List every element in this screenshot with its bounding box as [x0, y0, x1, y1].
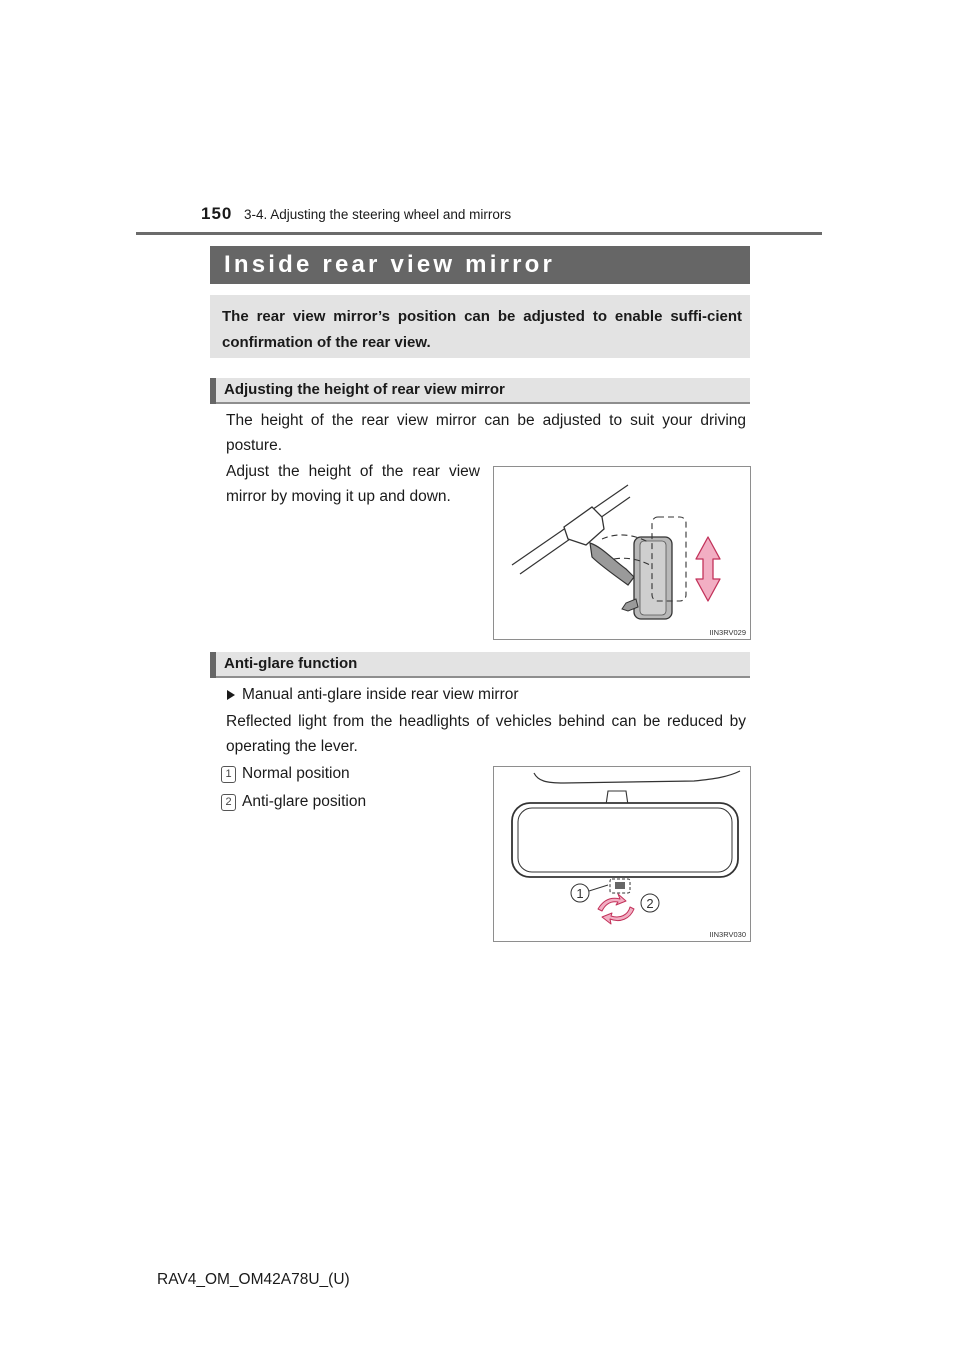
section-heading-antiglare-text: Anti-glare function — [224, 655, 358, 672]
section-heading-height — [210, 378, 750, 404]
callout-1: 1 — [576, 886, 584, 901]
intro-box — [210, 295, 750, 358]
chapter-title: 3-4. Adjusting the steering wheel and mirrors — [244, 207, 512, 222]
document-code-footer: RAV4_OM_OM42A78U_(U) — [157, 1271, 350, 1288]
height-instruction: Adjust the height of the rear view mirror by moving it up and down. — [226, 463, 480, 505]
heading-accent — [210, 652, 216, 678]
triangle-bullet-icon — [226, 688, 236, 700]
page-title: Inside rear view mirror — [224, 251, 556, 278]
header-rule — [136, 232, 822, 235]
heading-accent — [210, 378, 216, 404]
callout-2: 2 — [646, 896, 654, 911]
mirror-height-illustration — [494, 467, 750, 639]
section-title-bar — [210, 246, 750, 284]
figure-code: IIN3RV030 — [709, 930, 746, 939]
anti-glare-mirror-illustration — [494, 767, 750, 941]
item-number-badge: 1 — [221, 766, 236, 783]
item-number-badge: 2 — [221, 794, 236, 811]
height-paragraph: The height of the rear view mirror can be adjusted to suit your driving posture. — [226, 412, 746, 454]
section-heading-antiglare — [210, 652, 750, 678]
bullet-text: Manual anti-glare inside rear view mirror — [242, 686, 519, 703]
figure-code: IIN3RV029 — [709, 628, 746, 637]
page-number: 150 — [201, 204, 233, 223]
mirror-height-figure — [493, 466, 751, 640]
item-label: Normal position — [242, 765, 350, 782]
anti-glare-figure — [493, 766, 751, 942]
section-heading-height-text: Adjusting the height of rear view mirror — [224, 381, 505, 398]
antiglare-paragraph: Reflected light from the headlights of vehicles behind can be reduced by operating the lever. — [226, 713, 746, 755]
item-label: Anti-glare position — [242, 793, 367, 810]
intro-text: The rear view mirror’s position can be adjusted to enable suffi-cient confirmation of the rear view. — [222, 308, 742, 351]
